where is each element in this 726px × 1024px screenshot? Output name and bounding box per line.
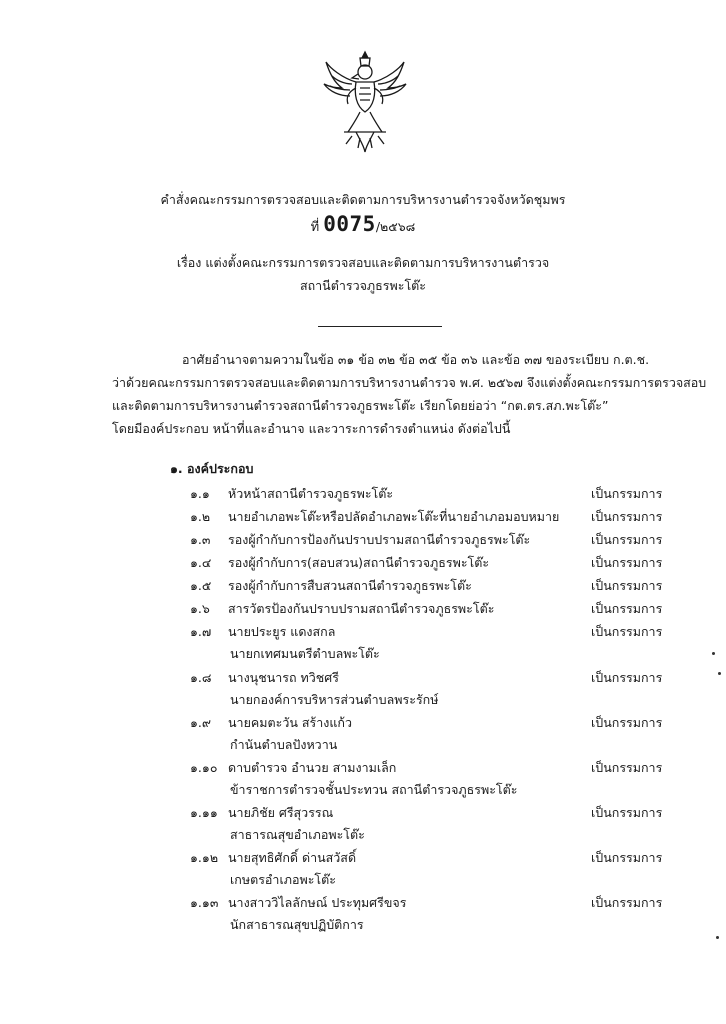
member-role: เป็นกรรมการ <box>591 895 663 910</box>
order-subject: เรื่อง แต่งตั้งคณะกรรมการตรวจสอบและติดตามการบริหารงานตำรวจ <box>176 255 550 270</box>
member-item <box>190 713 352 733</box>
member-item <box>190 553 489 573</box>
member-number: ๑.๒ <box>190 509 211 524</box>
member-role: เป็นกรรมการ <box>591 578 663 593</box>
member-position: นักสาธารณสุขปฏิบัติการ <box>230 917 364 932</box>
body-line: และติดตามการบริหารงานตำรวจสถานีตำรวจภูธรพะโต๊ะ เรียกโดยย่อว่า “กต.ตร.สภ.พะโต๊ะ” <box>112 398 609 413</box>
order-number: 0075 <box>323 212 376 236</box>
member-number: ๑.๙ <box>190 715 212 730</box>
member-role: เป็นกรรมการ <box>591 486 663 501</box>
member-role: เป็นกรรมการ <box>591 805 663 820</box>
member-number: ๑.๓ <box>190 532 211 547</box>
order-subject-continued: สถานีตำรวจภูธรพะโต๊ะ <box>299 278 427 293</box>
member-item <box>190 622 335 642</box>
member-name: นายคมตะวัน สร้างแก้ว <box>228 715 352 730</box>
member-position: นายกเทศมนตรีตำบลพะโต๊ะ <box>230 646 380 661</box>
scan-speck <box>718 672 721 675</box>
member-name: รองผู้กำกับการ(สอบสวน)สถานีตำรวจภูธรพะโต๊ะ <box>228 555 490 570</box>
body-line: โดยมีองค์ประกอบ หน้าที่และอำนาจ และวาระการดำรงตำแหน่ง ดังต่อไปนี้ <box>112 421 511 436</box>
member-item <box>190 576 472 596</box>
member-role: เป็นกรรมการ <box>591 760 663 775</box>
member-role: เป็นกรรมการ <box>591 715 663 730</box>
member-role: เป็นกรรมการ <box>591 601 663 616</box>
member-position: เกษตรอำเภอพะโต๊ะ <box>230 872 336 887</box>
member-number: ๑.๗ <box>190 624 212 639</box>
member-number: ๑.๑๓ <box>190 895 219 910</box>
member-name: นายภิชัย ศรีสุวรรณ <box>228 805 334 820</box>
body-line: อาศัยอำนาจตามความในข้อ ๓๑ ข้อ ๓๒ ข้อ ๓๕ ข้อ ๓๖ และข้อ ๓๗ ของระเบียบ ก.ต.ช. <box>182 352 650 367</box>
body-line: ว่าด้วยคณะกรรมการตรวจสอบและติดตามการบริหารงานตำรวจ พ.ศ. ๒๕๖๗ จึงแต่งตั้งคณะกรรมการตรวจสอบ <box>112 375 707 390</box>
member-name: ดาบตำรวจ อำนวย สามงามเล็ก <box>228 760 397 775</box>
member-number: ๑.๑๒ <box>190 850 219 865</box>
member-number: ๑.๔ <box>190 555 212 570</box>
member-item <box>190 803 333 823</box>
member-number: ๑.๑๑ <box>190 805 218 820</box>
member-name: นายอำเภอพะโต๊ะหรือปลัดอำเภอพะโต๊ะที่นายอำเภอมอบหมาย <box>228 509 560 524</box>
order-title: คำสั่งคณะกรรมการตรวจสอบและติดตามการบริหารงานตำรวจจังหวัดชุมพร <box>160 192 566 207</box>
member-role: เป็นกรรมการ <box>591 532 663 547</box>
member-number: ๑.๑๐ <box>190 760 218 775</box>
member-item <box>190 848 356 868</box>
scan-speck <box>716 936 719 939</box>
header-divider <box>318 326 442 327</box>
member-item <box>190 668 339 688</box>
member-role: เป็นกรรมการ <box>591 670 663 685</box>
member-role: เป็นกรรมการ <box>591 850 663 865</box>
member-name: หัวหน้าสถานีตำรวจภูธรพะโต๊ะ <box>228 486 394 501</box>
member-position: สาธารณสุขอำเภอพะโต๊ะ <box>230 827 365 842</box>
order-year: /๒๕๖๘ <box>375 219 416 234</box>
member-role: เป็นกรรมการ <box>591 624 663 639</box>
member-role: เป็นกรรมการ <box>591 555 663 570</box>
member-role: เป็นกรรมการ <box>591 509 663 524</box>
member-item <box>190 530 530 550</box>
member-name: นายประยูร แดงสกล <box>228 624 336 639</box>
member-name: นายสุทธิศักดิ์ ด่านสวัสดิ์ <box>228 850 357 865</box>
member-number: ๑.๕ <box>190 578 212 593</box>
member-position: ข้าราชการตำรวจชั้นประทวน สถานีตำรวจภูธรพะโต๊ะ <box>230 782 518 797</box>
member-name: นางนุชนารถ ทวิชศรี <box>228 670 339 685</box>
member-position: กำนันตำบลปังหวาน <box>230 737 338 752</box>
member-name: รองผู้กำกับการสืบสวนสถานีตำรวจภูธรพะโต๊ะ <box>228 578 472 593</box>
member-item <box>190 758 396 778</box>
member-item <box>190 893 406 913</box>
member-number: ๑.๖ <box>190 601 210 616</box>
garuda-emblem-icon <box>322 48 408 154</box>
order-number-label: ที่ <box>310 220 320 235</box>
member-item <box>190 599 494 619</box>
member-position: นายกองค์การบริหารส่วนตำบลพระรักษ์ <box>230 692 439 707</box>
member-item <box>190 484 393 504</box>
member-number: ๑.๑ <box>190 486 210 501</box>
member-name: นางสาววิไลลักษณ์ ประทุมศรีขจร <box>228 895 407 910</box>
scan-speck <box>712 652 715 655</box>
section-heading: ๑. องค์ประกอบ <box>170 461 254 476</box>
member-name: รองผู้กำกับการป้องกันปราบปรามสถานีตำรวจภูธรพะโต๊ะ <box>228 532 531 547</box>
member-number: ๑.๘ <box>190 670 212 685</box>
order-number-line <box>0 212 726 237</box>
member-name: สารวัตรป้องกันปราบปรามสถานีตำรวจภูธรพะโต๊ะ <box>228 601 495 616</box>
member-item <box>190 507 559 527</box>
